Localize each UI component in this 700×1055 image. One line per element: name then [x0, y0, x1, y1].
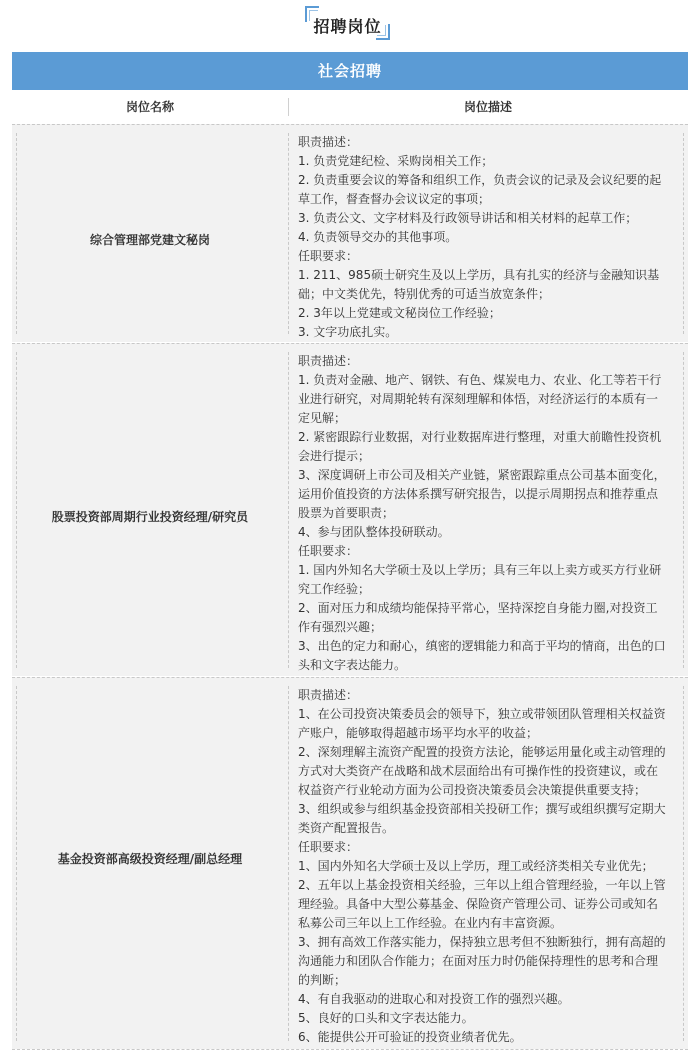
description-line: 任职要求： [298, 544, 359, 558]
position-description [298, 352, 682, 675]
description-line: 理经验。具备中大型公募基金、保险资产管理公司、证券公司或知名 [298, 897, 659, 911]
description-line: 权益资产行业轮动方面为公司投资决策委员会决策提供重要支持； [298, 783, 647, 797]
description-line: 1. 211、985硕士研究生及以上学历，具有扎实的经济与金融知识基 [298, 268, 660, 282]
description-line: 5、良好的口头和文字表达能力。 [298, 1011, 474, 1025]
description-line: 的判断； [298, 973, 347, 987]
description-line: 3. 负责公文、文字材料及行政领导讲话和相关材料的起草工作； [298, 211, 638, 225]
description-line: 3. 文字功底扎实。 [298, 325, 398, 339]
description-line: 沟通能力和团队合作能力；在面对压力时仍能保持理性的思考和合理 [298, 954, 659, 968]
section-title-frame [305, 6, 390, 40]
description-line: 3、深度调研上市公司及相关产业链，紧密跟踪重点公司基本面变化， [298, 468, 666, 482]
description-line: 私募公司三年以上工作经验。在业内有丰富资源。 [298, 916, 563, 930]
description-line: 3、组织或参与组织基金投资部相关投研工作；撰写或组织撰写定期大 [298, 802, 666, 816]
description-line: 3、出色的定力和耐心，缜密的逻辑能力和高于平均的情商，出色的口 [298, 639, 666, 653]
position-name: 综合管理部党建文秘岗 [89, 233, 210, 247]
description-line: 3、拥有高效工作落实能力，保持独立思考但不独断独行，拥有高超的 [298, 935, 666, 949]
description-line: 任职要求： [298, 840, 359, 854]
table-row [12, 124, 688, 342]
section-title-area [0, 0, 700, 50]
description-line: 础；中文类优先，特别优秀的可适当放宽条件； [298, 287, 551, 301]
description-line: 1. 负责对金融、地产、钢铁、有色、煤炭电力、农业、化工等若干行 [298, 373, 662, 387]
page-title: 招聘岗位 [313, 17, 382, 36]
description-line: 运用价值投资的方法体系撰写研究报告，以提示周期拐点和推荐重点 [298, 487, 659, 501]
description-line: 2、面对压力和成绩均能保持平常心，坚持深挖自身能力圈,对投资工 [298, 601, 658, 615]
row-divider [288, 352, 289, 668]
description-line: 2、五年以上基金投资相关经验，三年以上组合管理经验，一年以上管 [298, 878, 666, 892]
header-position: 岗位名称 [125, 100, 174, 114]
description-line: 2、深刻理解主流资产配置的投资方法论，能够运用量化或主动管理的 [298, 745, 666, 759]
description-line: 4. 负责领导交办的其他事项。 [298, 230, 458, 244]
position-name: 基金投资部高级投资经理/副总经理 [57, 852, 243, 866]
description-line: 1、国内外知名大学硕士及以上学历，理工或经济类相关专业优先； [298, 859, 654, 873]
description-line: 4、有自我驱动的进取心和对投资工作的强烈兴趣。 [298, 992, 570, 1006]
description-line: 任职要求： [298, 249, 359, 263]
row-divider [683, 133, 684, 334]
table-bottom-border [12, 1049, 688, 1050]
table-header [12, 90, 688, 122]
description-line: 职责描述： [298, 135, 359, 149]
description-line: 职责描述： [298, 688, 359, 702]
description-line: 职责描述： [298, 354, 359, 368]
description-line: 究工作经验； [298, 582, 371, 596]
section-banner: 社会招聘 [12, 52, 688, 90]
description-line: 4、参与团队整体投研联动。 [298, 525, 450, 539]
description-line: 2. 负责重要会议的筹备和组织工作，负责会议的记录及会议纪要的起 [298, 173, 662, 187]
description-line: 产账户，能够取得超越市场平均水平的收益； [298, 726, 539, 740]
description-line: 2. 3年以上党建或文秘岗位工作经验； [298, 306, 501, 320]
description-line: 2. 紧密跟踪行业数据，对行业数据库进行整理，对重大前瞻性投资机 [298, 430, 662, 444]
description-line: 股票为首要职责； [298, 506, 395, 520]
description-line: 定见解； [298, 411, 347, 425]
description-line: 业进行研究，对周期轮转有深刻理解和体悟，对经济运行的本质有一 [298, 392, 659, 406]
description-line: 1. 负责党建纪检、采购岗相关工作； [298, 154, 494, 168]
table-row [12, 343, 688, 676]
row-divider [683, 352, 684, 668]
position-description [298, 133, 682, 342]
description-line: 类资产配置报告。 [298, 821, 395, 835]
position-description [298, 686, 682, 1047]
description-line: 草工作，督查督办会议议定的事项； [298, 192, 491, 206]
header-description: 岗位描述 [463, 100, 512, 114]
description-line: 头和文字表达能力。 [298, 658, 407, 672]
row-divider [288, 686, 289, 1041]
position-name: 股票投资部周期行业投资经理/研究员 [51, 510, 249, 524]
row-divider [288, 133, 289, 334]
description-line: 方式对大类资产在战略和战术层面给出有可操作性的投资建议，或在 [298, 764, 659, 778]
description-line: 1、在公司投资决策委员会的领导下，独立或带领团队管理相关权益资 [298, 707, 666, 721]
description-line: 作有强烈兴趣； [298, 620, 383, 634]
table-row [12, 677, 688, 1049]
description-line: 1. 国内外知名大学硕士及以上学历；具有三年以上卖方或买方行业研 [298, 563, 662, 577]
description-line: 会进行提示； [298, 449, 371, 463]
row-divider [683, 686, 684, 1041]
description-line: 6、能提供公开可验证的投资业绩者优先。 [298, 1030, 522, 1044]
